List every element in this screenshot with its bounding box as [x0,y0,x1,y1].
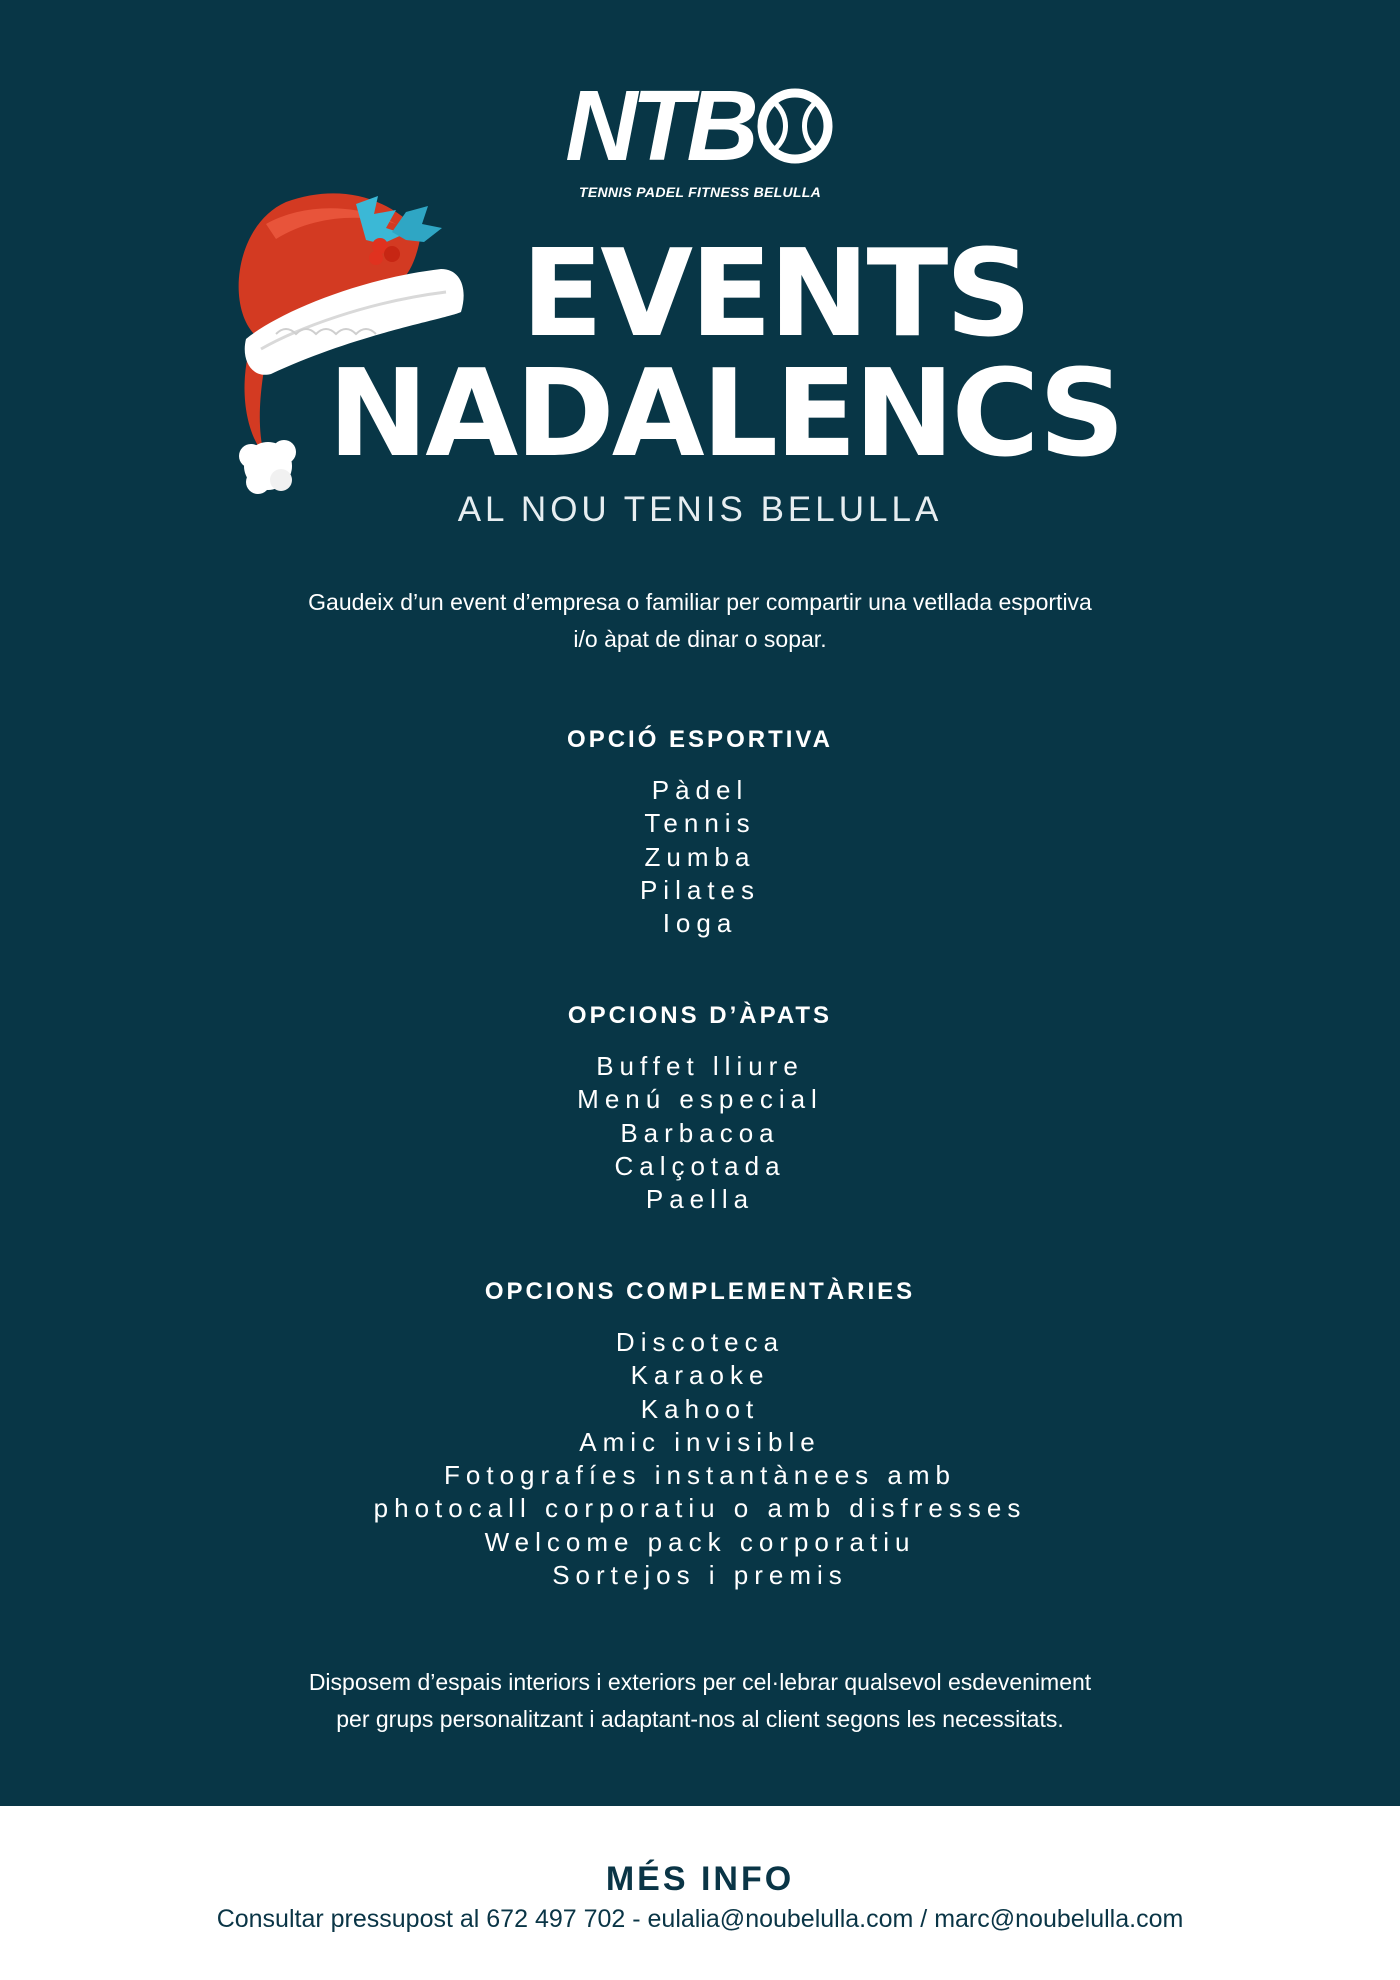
contact-line [0,1905,1400,1934]
list-item: Barbacoa [620,1117,780,1148]
list-item: Welcome pack corporatiu [484,1526,916,1557]
option-list [0,1050,1400,1216]
list-item: Tennis [644,808,756,839]
intro-line-1: Gaudeix d’un event d’empresa o familiar per compartir una vetllada esportiva [308,589,1092,615]
outro-text [180,1664,1220,1738]
email-link-marc[interactable]: marc@noubelulla.com [934,1905,1184,1933]
section-title: OPCIONS D’ÀPATS [567,1002,833,1029]
list-item: Pàdel [651,775,749,805]
intro-text [180,584,1220,658]
list-item: photocall corporatiu o amb disfresses [373,1493,1027,1524]
phone-number[interactable]: 672 497 702 [486,1905,626,1933]
footer [0,1806,1400,1980]
contact-separator: / [913,1905,935,1933]
list-item: Zumba [644,841,756,872]
tagline: AL NOU TENIS BELULLA [457,490,943,529]
section-title: OPCIONS COMPLEMENTÀRIES [484,1278,916,1305]
list-item: Calçotada [614,1150,786,1181]
contact-separator: - [625,1905,648,1933]
list-item: Buffet lliure [596,1051,804,1081]
list-item: Kahoot [640,1393,760,1424]
outro-line-1: Disposem d’espais interiors i exteriors per cel·lebrar qualsevol esdeveniment [308,1669,1092,1695]
logo [0,70,1400,200]
list-item: Amic invisible [579,1426,821,1457]
logo-wordmark: NTB [565,70,753,182]
outro-line-2: per grups personalitzant i adaptant-nos al client segons les necessitats. [336,1706,1064,1732]
list-item: Ioga [662,908,738,939]
option-list [0,1326,1400,1592]
intro-line-2: i/o àpat de dinar o sopar. [573,626,827,652]
logo-subtitle: TENNIS PADEL FITNESS BELULLA [578,184,821,200]
list-item: Pilates [639,874,761,905]
contact-prefix: Consultar pressupost al [216,1905,487,1933]
list-item: Menú especial [577,1084,823,1115]
email-link-eulalia[interactable]: eulalia@noubelulla.com [647,1905,914,1933]
section-sport-options [0,726,1400,940]
headline [0,225,1400,484]
list-item: Discoteca [615,1327,785,1357]
logo-wordmark-row [565,70,835,182]
list-item: Fotografíes instantànees amb [444,1460,956,1491]
section-complementary-options [0,1278,1400,1592]
section-title: OPCIÓ ESPORTIVA [567,726,833,753]
list-item: Karaoke [630,1360,770,1391]
list-item: Sortejos i premis [552,1560,848,1591]
option-list [0,774,1400,940]
tennis-ball-icon [755,86,835,166]
list-item: Paella [645,1184,755,1215]
headline-line-1: EVENTS [521,225,1029,364]
section-meal-options [0,1002,1400,1216]
headline-line-2: NADALENCS [327,345,1123,484]
footer-title: MÉS INFO [605,1860,795,1898]
